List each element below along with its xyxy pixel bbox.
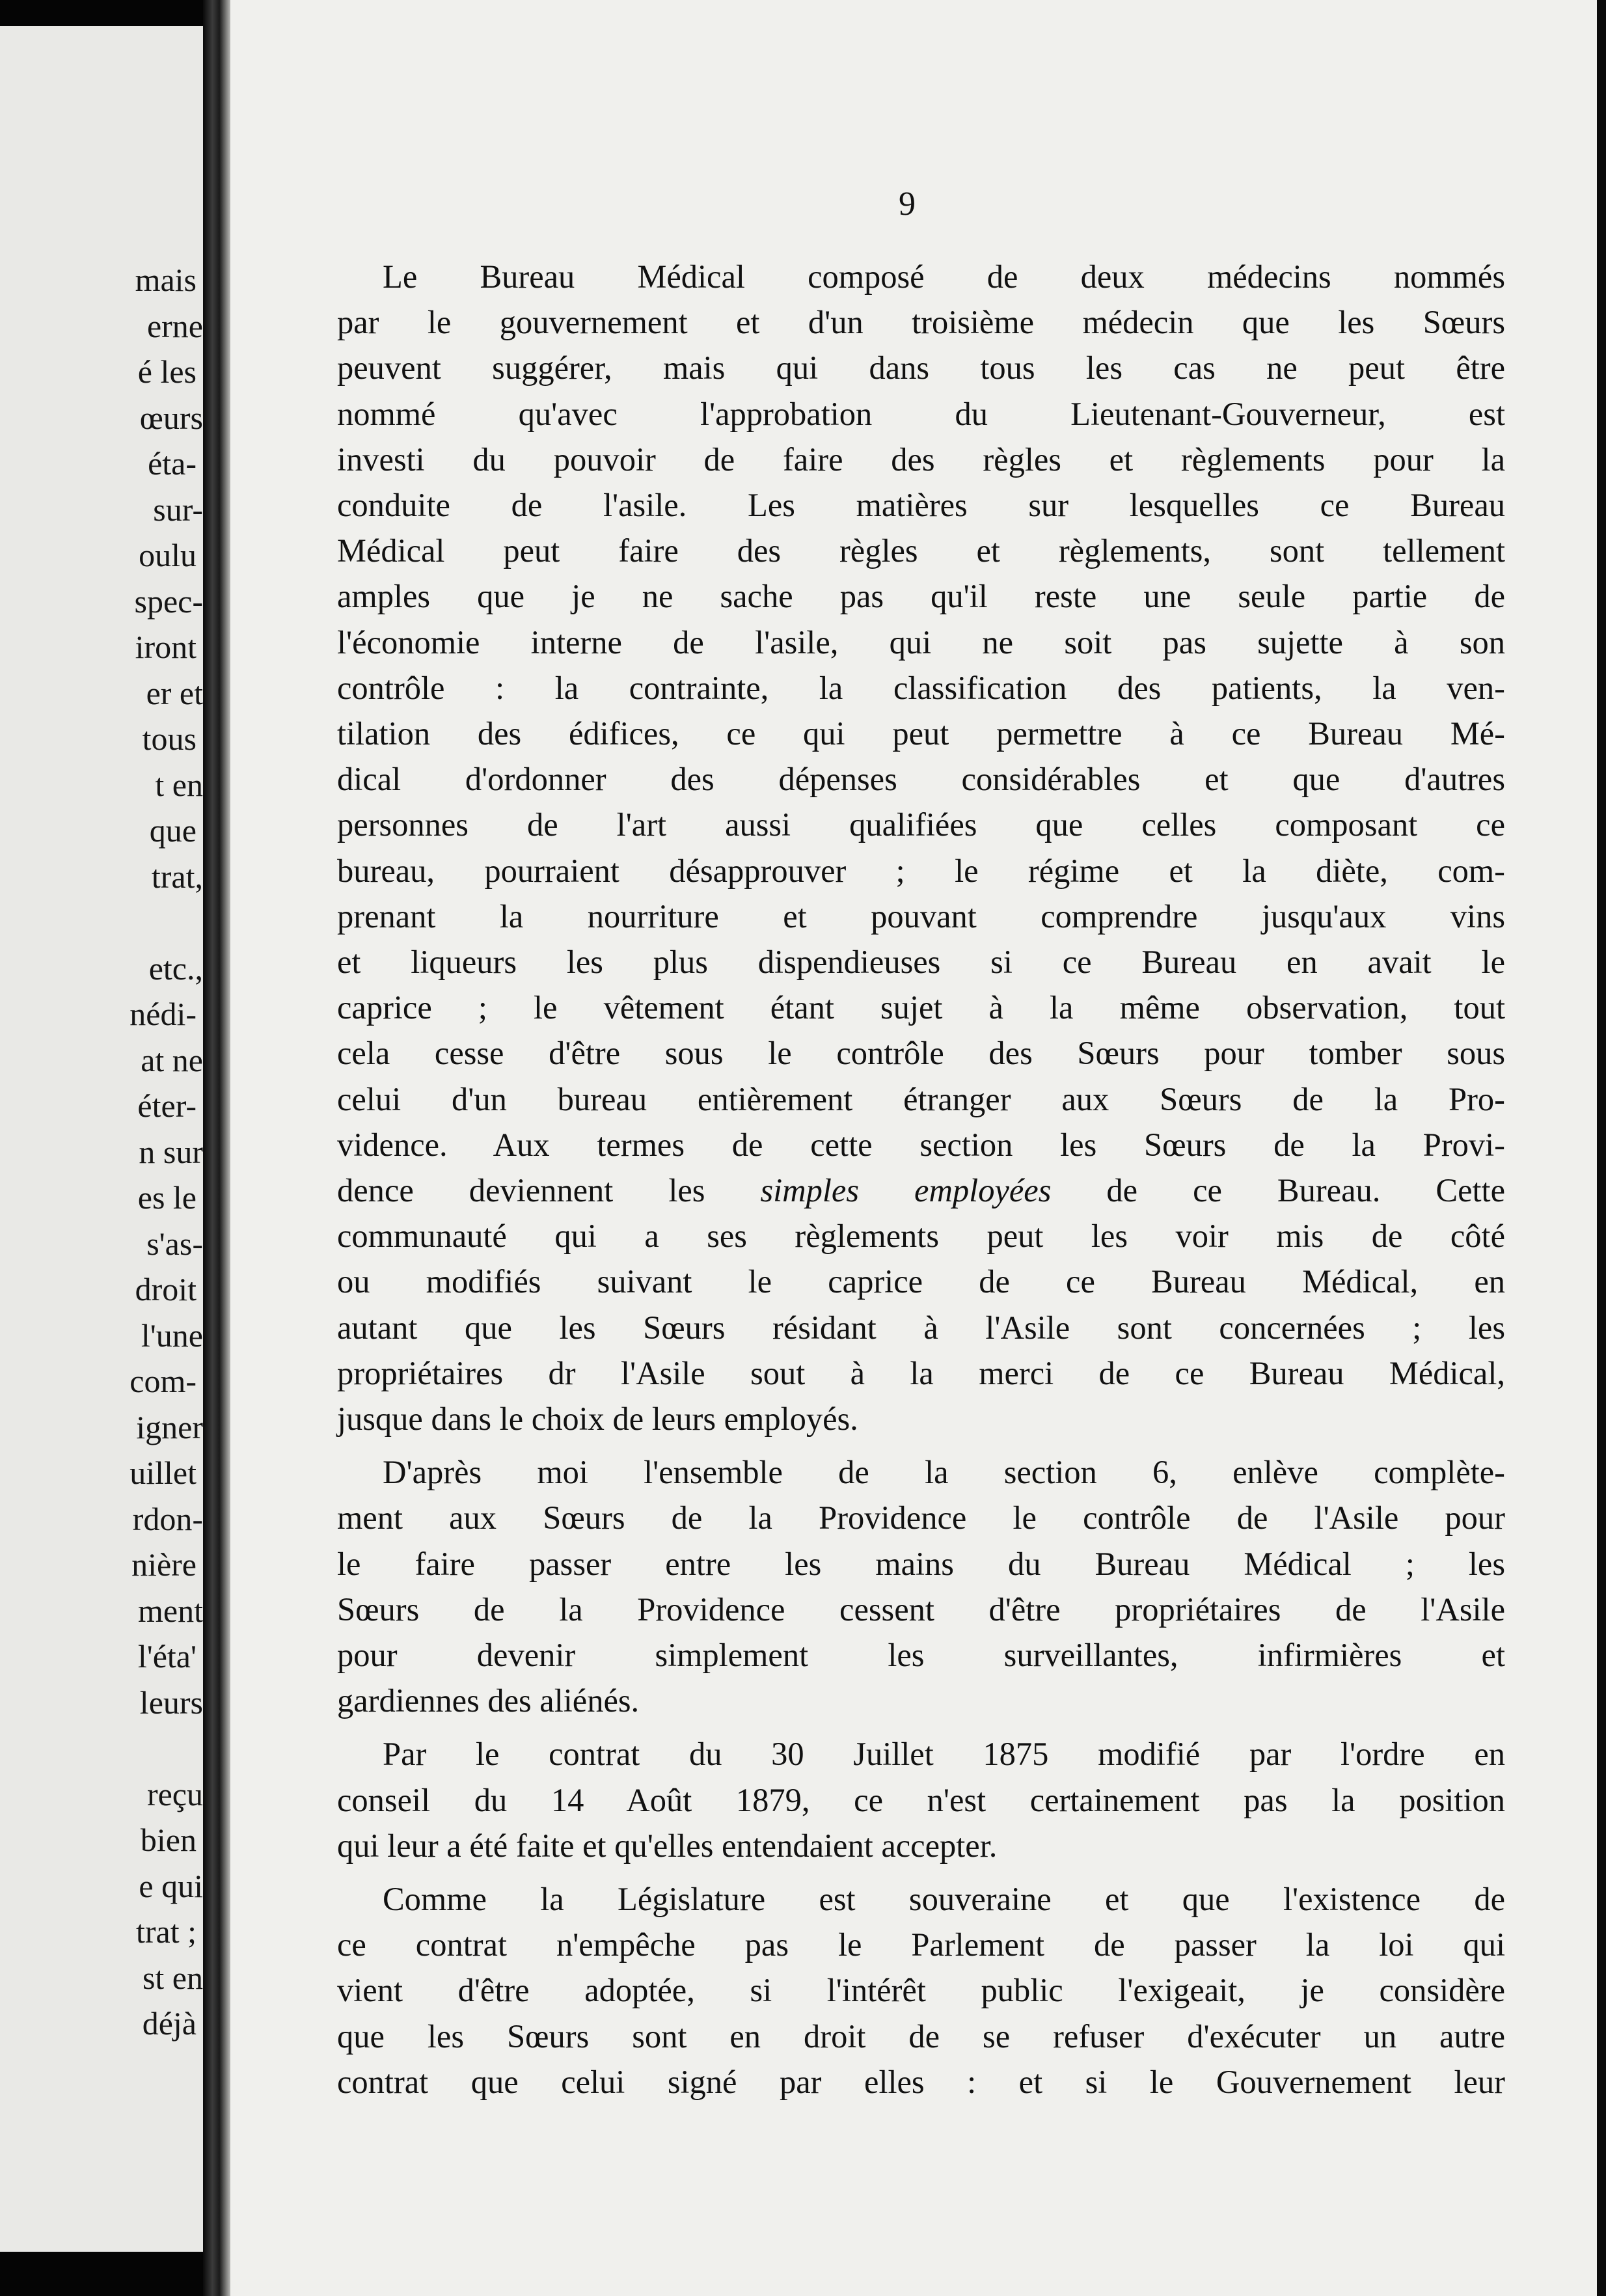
- facing-page-line: tous: [142, 720, 197, 757]
- facing-page-line: com-: [129, 1363, 197, 1399]
- text-line: gardiennes des aliénés.: [337, 1682, 640, 1719]
- facing-page-line: nière: [131, 1546, 197, 1583]
- page-number: 9: [899, 185, 916, 223]
- facing-page-line: droit: [135, 1271, 197, 1307]
- text-line: celui d'un bureau entièrement étranger aux Sœurs de la Pro-: [337, 1080, 1505, 1117]
- text-line: communauté qui a ses règlements peut les voir mis de côté: [337, 1218, 1505, 1255]
- text-line: investi du pouvoir de faire des règles et règlements pour la: [337, 441, 1505, 478]
- book-gutter: [203, 0, 230, 2296]
- text-line: Sœurs de la Providence cessent d'être propriétaires de l'Asile: [337, 1591, 1505, 1628]
- text-line: par le gouvernement et d'un troisième médecin que les Sœurs: [337, 304, 1505, 341]
- text-line: Le Bureau Médical composé de deux médecins nommés: [383, 258, 1505, 295]
- text-line: cela cesse d'être sous le contrôle des Sœurs pour tomber sous: [337, 1035, 1505, 1072]
- facing-page-line: er et: [146, 674, 203, 711]
- facing-page-line: sur-: [153, 491, 203, 528]
- text-line: caprice ; le vêtement étant sujet à la même observation, tout: [337, 989, 1505, 1026]
- facing-page-line: st en: [142, 1959, 203, 1996]
- facing-page-line: éta-: [148, 445, 197, 482]
- facing-page-line: trat,: [151, 858, 203, 895]
- facing-page-line: at ne: [141, 1041, 203, 1078]
- text-line: autant que les Sœurs résidant à l'Asile sont concernées ; les: [337, 1309, 1505, 1346]
- text-line: nommé qu'avec l'approbation du Lieutenant-Gouverneur, est: [337, 395, 1505, 432]
- facing-page-line: mais: [135, 262, 197, 298]
- facing-page-line: déjà: [142, 2005, 197, 2042]
- text-line: contrôle : la contrainte, la classification des patients, la ven-: [337, 669, 1505, 706]
- text-line: vient d'être adoptée, si l'intérêt public l'exigeait, je considère: [337, 1972, 1505, 2009]
- text-line: l'économie interne de l'asile, qui ne soit pas sujette à son: [337, 623, 1505, 661]
- text-line: contrat que celui signé par elles : et si le Gouvernement leur: [337, 2063, 1505, 2100]
- text-line: et liqueurs les plus dispendieuses si ce Bureau en avait le: [337, 944, 1505, 980]
- facing-page-line: leurs: [139, 1684, 203, 1721]
- facing-page-line: reçu: [146, 1775, 203, 1812]
- text-line: D'après moi l'ensemble de la section 6, enlève complète-: [383, 1454, 1505, 1491]
- text-line: pour devenir simplement les surveillantes, infirmières et: [337, 1637, 1505, 1673]
- facing-page-line: é les: [137, 353, 197, 390]
- facing-page-line: es le: [137, 1179, 197, 1216]
- text-line: le faire passer entre les mains du Bureau Médical ; les: [337, 1545, 1505, 1582]
- text-line: Médical peut faire des règles et règlements, sont tellement: [337, 532, 1505, 569]
- text-line: peuvent suggérer, mais qui dans tous les cas ne peut être: [337, 349, 1505, 387]
- facing-page-line: trat ;: [135, 1913, 197, 1950]
- facing-page-line: n sur: [139, 1133, 203, 1170]
- facing-page-line: ment: [138, 1592, 203, 1629]
- text-line: tilation des édifices, ce qui peut permettre à ce Bureau Mé-: [337, 715, 1505, 752]
- text-line: ou modifiés suivant le caprice de ce Bureau Médical, en: [337, 1263, 1505, 1300]
- facing-page-fragment: [0, 26, 203, 2252]
- text-line: conduite de l'asile. Les matières sur lesquelles ce Bureau: [337, 487, 1505, 523]
- text-line: Par le contrat du 30 Juillet 1875 modifié par l'ordre en: [383, 1736, 1505, 1773]
- facing-page-line: éter-: [137, 1087, 197, 1124]
- text-line: ment aux Sœurs de la Providence le contrôle de l'Asile pour: [337, 1499, 1505, 1537]
- text-line: jusque dans le choix de leurs employés.: [337, 1401, 858, 1437]
- text-line: dical d'ordonner des dépenses considérables et que d'autres: [337, 761, 1505, 798]
- text-line: amples que je ne sache pas qu'il reste une seule partie de: [337, 578, 1505, 615]
- facing-page-line: nédi-: [129, 996, 197, 1032]
- facing-page-line: que: [149, 812, 197, 849]
- facing-page-line: l'une: [141, 1317, 203, 1354]
- text-line: personnes de l'art aussi qualifiées que celles composant ce: [337, 806, 1505, 843]
- text-line: ce contrat n'empêche pas le Parlement de passer la loi qui: [337, 1926, 1505, 1963]
- facing-page-line: rdon-: [132, 1500, 203, 1537]
- page: [230, 0, 1606, 2296]
- facing-page-line: s'as-: [146, 1225, 203, 1262]
- text-line: qui leur a été faite et qu'elles entendaient accepter.: [337, 1827, 998, 1864]
- facing-page-line: etc.,: [148, 950, 203, 987]
- facing-page-line: e qui: [139, 1867, 203, 1904]
- facing-page-line: igner: [136, 1408, 203, 1445]
- text-line: vidence. Aux termes de cette section les Sœurs de la Provi-: [337, 1126, 1505, 1163]
- text-line: que les Sœurs sont en droit de se refuser d'exécuter un autre: [337, 2017, 1505, 2055]
- facing-page-line: uillet: [129, 1455, 197, 1491]
- facing-page-line: bien: [140, 1822, 197, 1858]
- facing-page-line: œurs: [139, 399, 203, 436]
- facing-page-line: l'éta': [137, 1638, 197, 1674]
- text-line: conseil du 14 Août 1879, ce n'est certainement pas la position: [337, 1781, 1505, 1818]
- text-line: Comme la Législature est souveraine et que l'existence de: [383, 1881, 1505, 1917]
- facing-page-line: iront: [135, 629, 197, 665]
- text-line: prenant la nourriture et pouvant comprendre jusqu'aux vins: [337, 897, 1505, 935]
- facing-page-line: erne: [146, 307, 203, 344]
- text-line: propriétaires dr l'Asile sout à la merci de ce Bureau Médical,: [337, 1354, 1505, 1391]
- facing-page-line: t en: [155, 766, 203, 803]
- facing-page-line: spec-: [134, 582, 203, 620]
- text-line: bureau, pourraient désapprouver ; le régime et la diète, com-: [337, 852, 1505, 889]
- scan-edge: [1597, 0, 1606, 2296]
- facing-page-line: oulu: [139, 537, 197, 573]
- text-line: dence deviennent les simples employées de ce Bureau. Cette: [337, 1172, 1505, 1209]
